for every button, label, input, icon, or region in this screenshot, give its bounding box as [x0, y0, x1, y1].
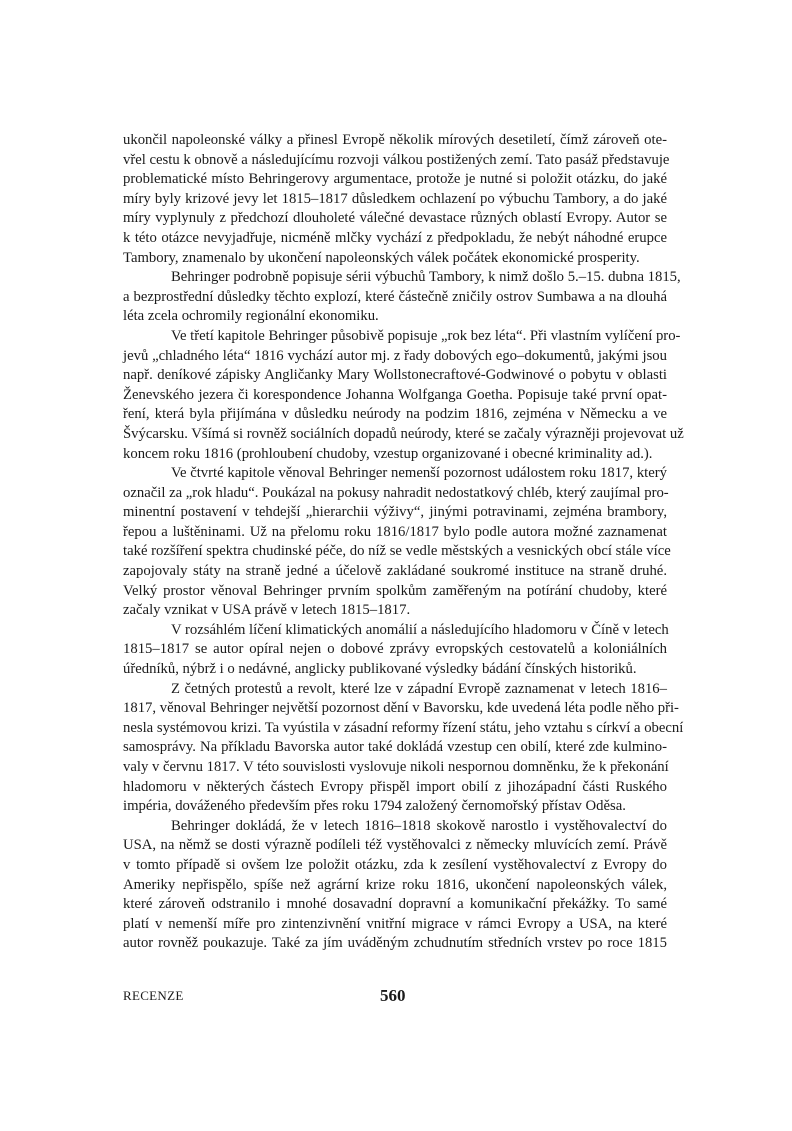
text-line: hladomoru v některých částech Evropy přispěl import obilí z jihozápadní části Ruského: [123, 778, 667, 795]
text-line: Z četných protestů a revolt, které lze v západní Evropě zaznamenat v letech 1816–: [171, 680, 667, 697]
text-line: platí v nemenší míře pro zintenzivnění vnitřní migrace v rámci Evropy a USA, na které: [123, 915, 667, 932]
text-line: ukončil napoleonské války a přinesl Evropě několik mírových desetiletí, čímž zároveň ote-: [123, 132, 667, 148]
text-line: koncem roku 1816 (prohloubení chudoby, vzestup organizované i obecné kriminality ad.).: [123, 445, 653, 462]
text-line: léta zcela ochromily regionální ekonomiku.: [123, 308, 379, 325]
text-line: také rozšíření spektra chudinské péče, do níž se vedle městských a vesnických obcí stále více: [123, 543, 671, 560]
text-line: řepou a luštěninami. Už na přelomu roku 1816/1817 bylo podle autora možné zaznamenat: [123, 523, 667, 540]
text-line: k této otázce nevyjadřuje, nicméně mlčky vychází z předpokladu, že nebýt náhodné erupce: [123, 229, 667, 246]
page-number: 560: [380, 986, 406, 1005]
paragraph: [123, 131, 670, 268]
text-line: ření, která byla přijímána v důsledku neúrody na podzim 1816, zejména v Německu a ve: [123, 406, 667, 423]
text-line: 1815–1817 se autor opíral nejen o dobové zprávy evropských cestovatelů a koloniálních: [123, 641, 667, 658]
body-text: [123, 131, 684, 954]
text-line: USA, na němž se dosti výrazně podíleli též vystěhovalci z německy mluvících zemí. Právě: [123, 837, 667, 854]
text-line: začaly vznikat v USA právě v letech 1815–1817.: [123, 602, 411, 619]
text-line: a bezprostřední důsledky těchto explozí, které částečně zničily ostrov Sumbawa a na dlouhá: [123, 288, 667, 305]
text-line: 1817, věnoval Behringer největší pozornost dění v Bavorsku, kde uvedená léta podle něho při-: [123, 700, 679, 717]
text-line: Tambory, znamenalo by ukončení napoleonských válek počátek ekonomické prosperity.: [123, 249, 640, 266]
text-line: nesla systémovou krizi. Ta vyústila v zásadní reformy řízení státu, jeho vztahu s církví a obecní: [123, 719, 684, 736]
text-line: míry byly krizové jevy let 1815–1817 důsledkem ochlazení po výbuchu Tambory, a do jaké: [123, 190, 667, 207]
text-line: Ve čtvrté kapitole věnoval Behringer nemenší pozornost událostem roku 1817, který: [171, 465, 667, 482]
text-line: např. deníkové zápisky Angličanky Mary Wollstonecraftové-Godwinové o pobytu v oblasti: [123, 367, 667, 384]
text-line: v tomto případě si ovšem lze položit otázku, zda k zesílení vystěhovalectví z Evropy do: [123, 856, 667, 873]
paragraph: [123, 268, 681, 327]
text-line: míry vyplynuly z předchozí dlouholeté válečné devastace různých oblastí Evropy. Autor se: [123, 210, 667, 227]
text-line: Ameriky nepřispělo, spíše než agrární krize roku 1816, ukončení napoleonských válek,: [123, 876, 667, 893]
text-line: Behringer dokládá, že v letech 1816–1818 skokově narostlo i vystěhovalectví do: [171, 817, 667, 834]
text-line: vřel cestu k obnově a následujícímu rozvoji válkou postižených zemí. Tato pasáž představuje: [123, 151, 670, 168]
text-line: Velký prostor věnoval Behringer prvním spolkům zaměřeným na potírání chudoby, které: [123, 582, 667, 599]
text-line: impéria, dováženého především přes roku 1794 založený černomořský přístav Oděsa.: [123, 798, 626, 815]
text-line: Švýcarsku. Všímá si rovněž sociálních dopadů neúrody, které se začaly výrazněji projevovat už: [123, 425, 684, 442]
text-line: Behringer podrobně popisuje sérii výbuchů Tambory, k nimž došlo 5.–15. dubna 1815,: [171, 269, 681, 286]
running-footer-section: RECENZE: [123, 988, 184, 1003]
text-line: samosprávy. Na příkladu Bavorska autor také dokládá vzestup cen obilí, které zde kulmino-: [123, 739, 667, 756]
text-line: úředníků, nýbrž i o nedávné, anglicky publikované výsledky bádání čínských historiků.: [123, 661, 637, 678]
paragraph: [123, 621, 667, 680]
paragraph: [123, 327, 684, 464]
paragraph: [123, 817, 667, 954]
text-line: Ženevského jezera či korespondence Johanna Wolfganga Goetha. Popisuje také první opat-: [123, 386, 667, 403]
text-line: zapojovaly státy na straně jedné a účelově zakládané soukromé instituce na straně druhé.: [123, 563, 667, 580]
text-line: problematické místo Behringerovy argumentace, protože je nutné si položit otázku, do jaké: [123, 171, 667, 188]
text-line: valy v červnu 1817. V této souvislosti vyslovuje nikoli nespornou domněnku, že k překonání: [123, 759, 669, 775]
paragraph: [123, 680, 684, 817]
text-line: autor rovněž poukazuje. Také za jím uváděným zchudnutím středních vrstev po roce 1815: [123, 935, 667, 952]
text-line: V rozsáhlém líčení klimatických anomálií a následujícího hladomoru v Číně v letech: [171, 621, 669, 638]
text-line: minentní postavení v tehdejší „hierarchii výživy“, jinými potravinami, zejména brambory,: [123, 504, 667, 521]
text-line: označil za „rok hladu“. Poukázal na pokusy nahradit nedostatkový chléb, který zaujímal pro-: [123, 484, 669, 501]
paragraph: [123, 464, 671, 621]
text-line: které zároveň odstranilo i mnohé dosavadní dopravní a komunikační překážky. To samé: [123, 896, 667, 913]
text-line: Ve třetí kapitole Behringer působivě popisuje „rok bez léta“. Při vlastním vylíčení pro-: [171, 327, 681, 344]
text-line: jevů „chladného léta“ 1816 vychází autor mj. z řady dobových ego–dokumentů, jakými jsou: [123, 347, 667, 364]
